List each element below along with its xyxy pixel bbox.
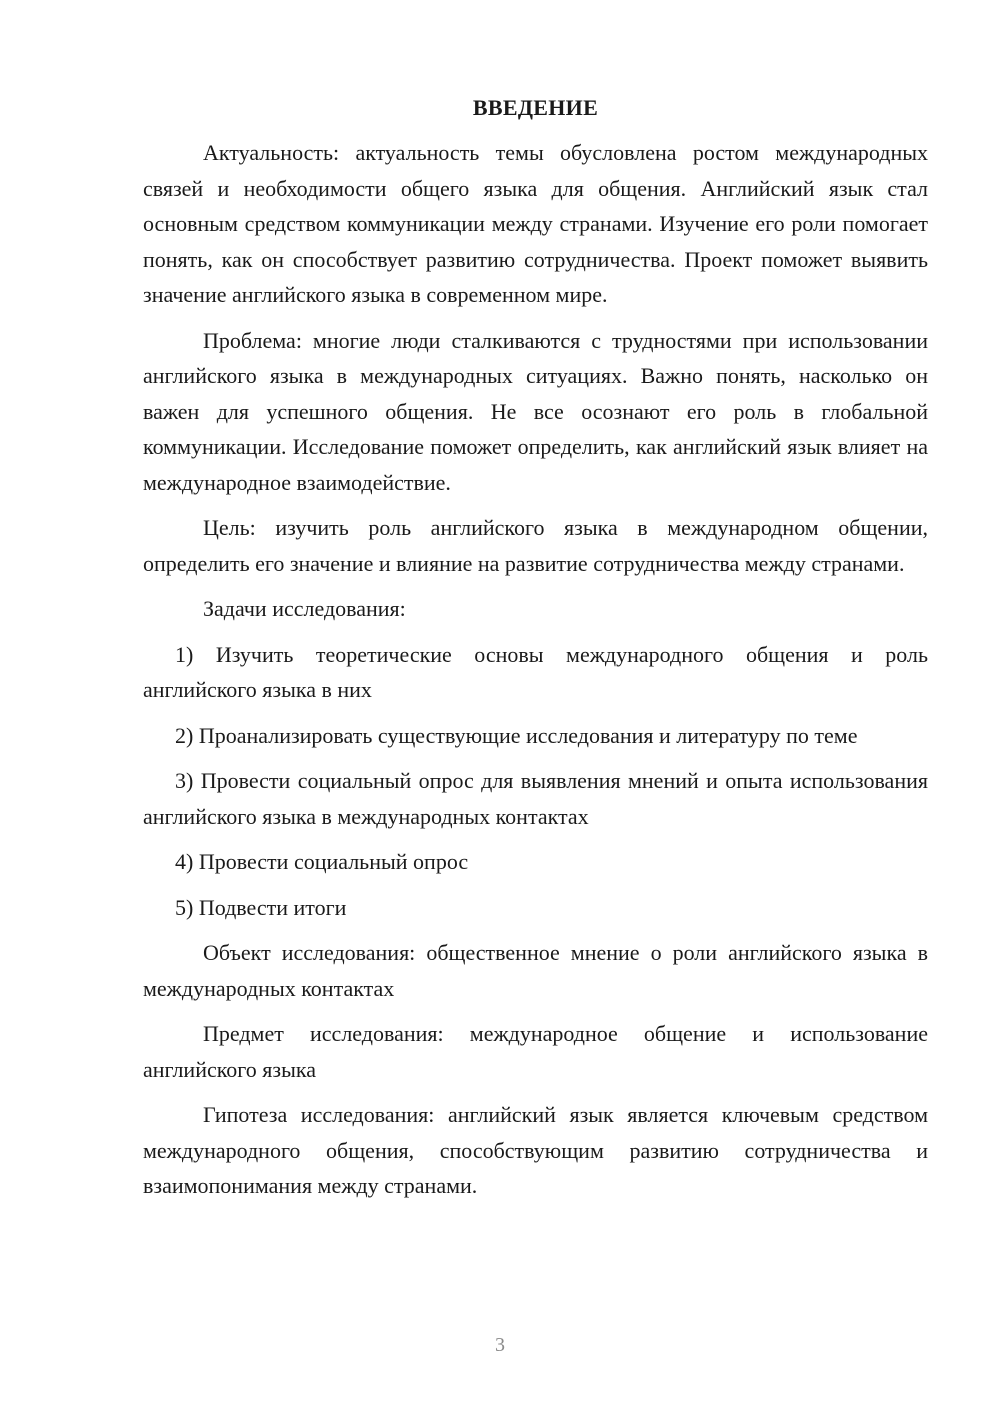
paragraph-hypothesis: Гипотеза исследования: английский язык является ключевым средством международного общения, способствующим развитию сотрудничества и взаимопонимания между странами. bbox=[143, 1102, 928, 1198]
paragraph-goal: Цель: изучить роль английского языка в международном общении, определить его значение и влияние на развитие сотрудничества между странами. bbox=[143, 515, 928, 576]
paragraph-object: Объект исследования: общественное мнение о роли английского языка в международных контактах bbox=[143, 940, 928, 1001]
task-item-4: 4) Провести социальный опрос bbox=[175, 849, 469, 874]
tasks-heading: Задачи исследования: bbox=[203, 596, 406, 621]
paragraph-subject: Предмет исследования: международное общение и использование английского языка bbox=[143, 1021, 928, 1082]
page-title: ВВЕДЕНИЕ bbox=[472, 95, 599, 120]
page-number: 3 bbox=[495, 1334, 505, 1356]
paragraph-relevance: Актуальность: актуальность темы обусловлена ростом международных связей и необходимости общего языка для общения. Английский язык стал основным средством коммуникации между странами. Изучение его роли помогает понять, как он способствует развитию сотрудничества. Проект поможет выявить значение английского языка в современном мире. bbox=[143, 140, 928, 307]
document-page bbox=[143, 95, 928, 1214]
task-item-2: 2) Проанализировать существующие исследования и литературу по теме bbox=[175, 722, 858, 748]
task-item-5: 5) Подвести итоги bbox=[175, 894, 347, 920]
task-item-1: 1) Изучить теоретические основы международного общения и роль английского языка в них bbox=[143, 641, 928, 702]
paragraph-problem: Проблема: многие люди сталкиваются с трудностями при использовании английского языка в международных ситуациях. Важно понять, насколько он важен для успешного общения. Не все осознают его роль в глобальной коммуникации. Исследование поможет определить, как английский язык влияет на международное взаимодействие. bbox=[143, 327, 928, 495]
task-item-3: 3) Провести социальный опрос для выявления мнений и опыта использования английского языка в международных контактах bbox=[143, 768, 928, 829]
